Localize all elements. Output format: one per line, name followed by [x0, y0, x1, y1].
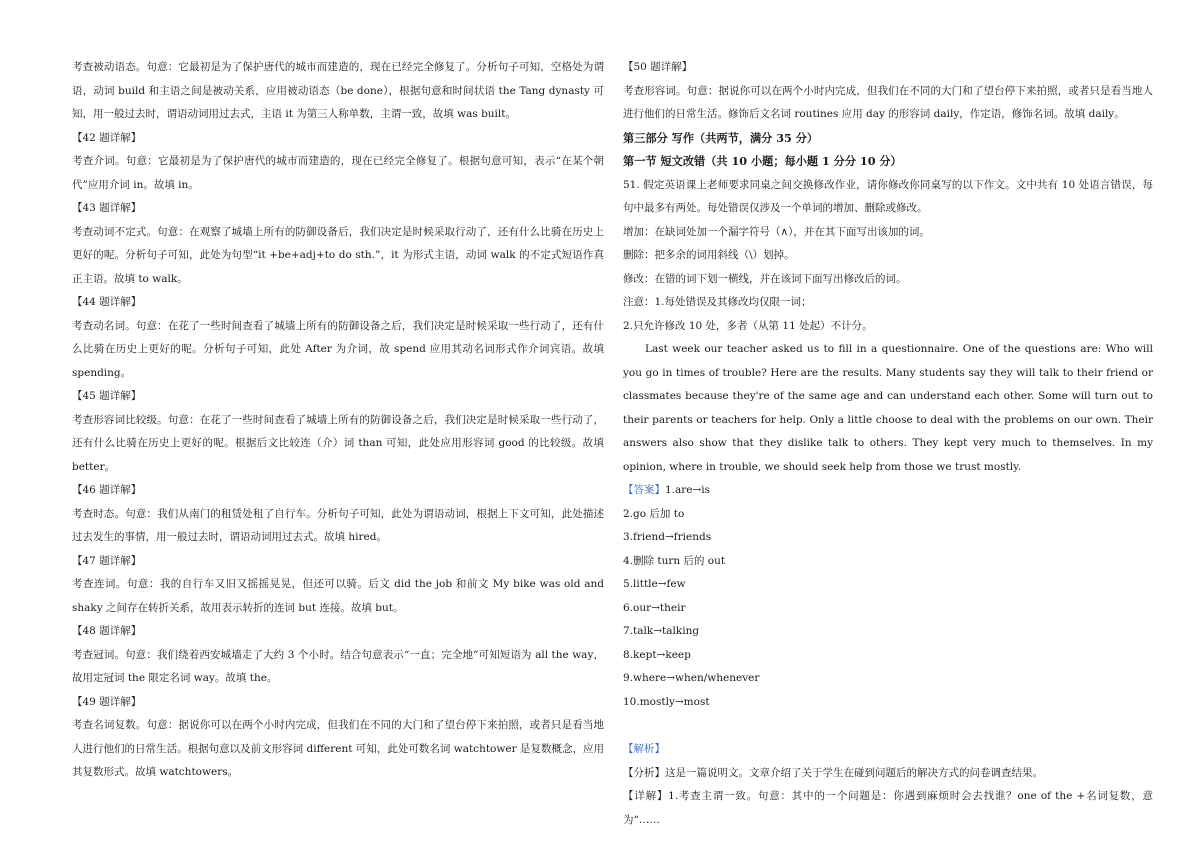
q42-explanation: 考查介词。句意：它最初是为了保护唐代的城市而建造的，现在已经完全修复了。根据句意可知，表示“在某个朝代”应用介词 in。故填 in。	[72, 155, 604, 191]
answer-item-1: 1.are→is	[665, 484, 711, 496]
answer-item-3: 3.friend→friends	[623, 531, 712, 543]
q45-heading: 【45 题详解】	[72, 390, 142, 402]
answer-item-8: 8.kept→keep	[623, 648, 691, 661]
q41-explanation: 考查被动语态。句意：它最初是为了保护唐代的城市而建造的，现在已经完全修复了。分析句子可知，空格处为谓语，动词 build 和主语之间是被动关系，应用被动语态（be done），根据句意和时间状语 the Tang dynasty 可知，用一般过去时，谓语动词用过去式，主语 it 为第三人称单数，主谓一致，故填 was built。	[72, 61, 604, 120]
q49-explanation: 考查名词复数。句意：据说你可以在两个小时内完成，但我们在不同的大门和了望台停下来拍照，或者只是看当地人进行他们的日常生活。根据句意以及前文形容词 different 可知，此处可数名词 watchtower 是复数概念，应用其复数形式。故填 watchtowers。	[72, 719, 604, 778]
q49-heading: 【49 题详解】	[72, 695, 142, 708]
instruction-add: 增加：在缺词处加一个漏字符号（∧），并在其下面写出该加的词。	[623, 225, 930, 238]
instruction-q51: 51. 假定英语课上老师要求同桌之间交换修改作业，请你修改你同桌写的以下作文。文中共有 10 处语言错误，每句中最多有两处。每处错误仅涉及一个单词的增加、删除或修改。	[623, 178, 1153, 214]
answer-item-5: 5.little→few	[623, 578, 686, 590]
q48-explanation: 考查冠词。句意：我们绕着西安城墙走了大约 3 个小时。结合句意表示“一直；完全地”可知短语为 all the way，故用定冠词 the 限定名词 way。故填 the。	[72, 648, 604, 684]
answer-item-2: 2.go 后加 to	[623, 507, 685, 520]
instruction-delete: 删除：把多余的词用斜线（\）划掉。	[623, 249, 795, 261]
q43-explanation: 考查动词不定式。句意：在观察了城墙上所有的防御设备后，我们决定是时候采取行动了，还有什么比骑在历史上更好的呢。分析句子可知，此处为句型“it +be+adj+to do sth.”，it 为形式主语，动词 walk 的不定式短语作真正主语。故填 to walk。	[72, 225, 604, 285]
q48-heading: 【48 题详解】	[72, 625, 142, 637]
q45-explanation: 考查形容词比较级。句意：在花了一些时间查看了城墙上所有的防御设备之后，我们决定是时候采取一些行动了，还有什么比骑在历史上更好的呢。根据后文比较连（介）词 than 可知，此处应用形容词 good 的比较级。故填 better。	[72, 413, 604, 473]
q46-explanation: 考查时态。句意：我们从南门的租赁处租了自行车。分析句子可知，此处为谓语动词，根据上下文可知，此处描述过去发生的事情，用一般过去时，谓语动词用过去式。故填 hired。	[72, 507, 604, 543]
spacer	[623, 714, 1153, 738]
answer-label: 【答案】	[623, 484, 665, 496]
answer-item-9: 9.where→when/whenever	[623, 672, 760, 684]
section1-title: 第一节 短文改错（共 10 小题；每小题 1 分分 10 分）	[623, 154, 902, 168]
left-column	[72, 56, 604, 785]
analysis-summary: 【分析】这是一篇说明文。文章介绍了关于学生在碰到问题后的解决方式的问卷调查结果。	[623, 766, 1043, 779]
part3-title: 第三部分 写作（共两节，满分 35 分）	[623, 130, 819, 145]
q47-explanation: 考查连词。句意：我的自行车又旧又摇摇晃晃，但还可以骑。后文 did the job 和前文 My bike was old and shaky 之间存在转折关系，故用表示转折的连词 but 连接。故填 but。	[72, 578, 604, 614]
answer-item-4: 4.删除 turn 后的 out	[623, 554, 726, 567]
instruction-modify: 修改：在错的词下划一横线，并在该词下面写出修改后的词。	[623, 272, 907, 285]
answer-item-10: 10.mostly→most	[623, 695, 710, 708]
q47-heading: 【47 题详解】	[72, 554, 142, 567]
q50-explanation: 考查形容词。句意：据说你可以在两个小时内完成，但我们在不同的大门和了望台停下来拍照，或者只是看当地人进行他们的日常生活。修饰后文名词 routines 应用 day 的形容词 daily，作定语，修饰名词。故填 daily。	[623, 84, 1153, 120]
right-column	[623, 56, 1153, 832]
answer-item-6: 6.our→their	[623, 601, 686, 614]
q42-heading: 【42 题详解】	[72, 131, 142, 144]
answer-first-line	[623, 479, 1153, 503]
instruction-note-1: 注意：1.每处错误及其修改均仅限一词；	[623, 296, 812, 308]
analysis-detail: 【详解】1.考查主谓一致。句意：其中的一个问题是：你遇到麻烦时会去找谁？one of the +名词复数，意为“……	[623, 790, 1153, 826]
error-correction-passage: Last week our teacher asked us to fill in a questionnaire. One of the questions are: Who will you go in times of trouble? Here are the results. Many students say they will talk to their friend or classmates because they're of the same age and can understand each other. Some will turn out to their parents or teachers for help. Only a little choose to deal with the problems on our own. Their answers also show that they dislike talk to others. They kept very much to themselves. In my opinion, where in trouble, we should seek help from those we trust mostly.	[623, 343, 1153, 473]
q43-heading: 【43 题详解】	[72, 202, 142, 214]
analysis-label: 【解析】	[623, 743, 665, 755]
instruction-note-2: 2.只允许修改 10 处，多者（从第 11 处起）不计分。	[623, 319, 873, 332]
q44-explanation: 考查动名词。句意：在花了一些时间查看了城墙上所有的防御设备之后，我们决定是时候采取一些行动了，还有什么比骑在历史上更好的呢。分析句子可知，此处 After 为介词，故 spend 应用其动名词形式作介词宾语。故填 spending。	[72, 319, 604, 379]
answer-item-7: 7.talk→talking	[623, 625, 700, 637]
q46-heading: 【46 题详解】	[72, 484, 142, 496]
q44-heading: 【44 题详解】	[72, 296, 142, 308]
q50-heading: 【50 题详解】	[623, 61, 693, 73]
